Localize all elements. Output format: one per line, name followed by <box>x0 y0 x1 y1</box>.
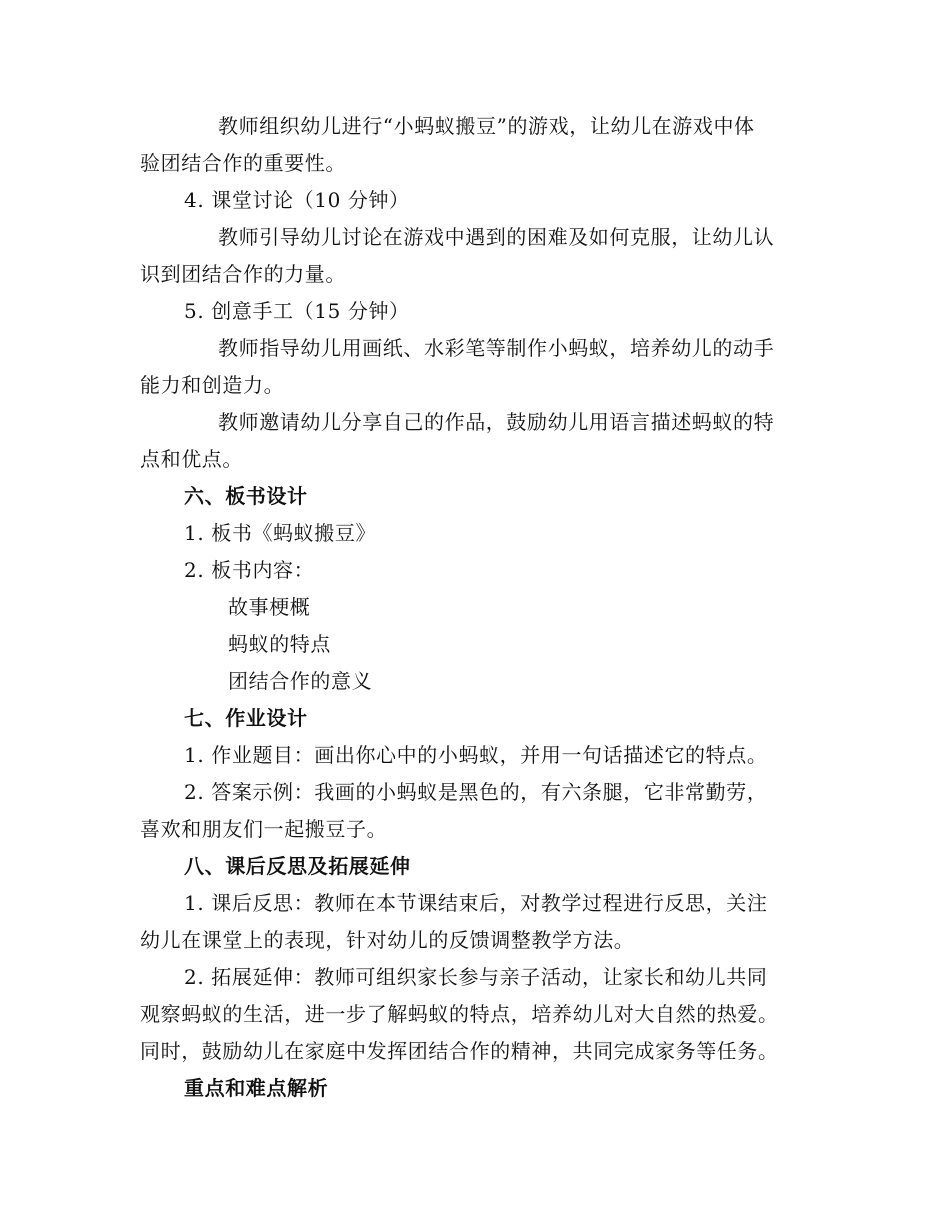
paragraph-line: 教师引导幼儿讨论在游戏中遇到的困难及如何克服，让幼儿认 <box>218 225 775 249</box>
paragraph-line: 同时，鼓励幼儿在家庭中发挥团结合作的精神，共同完成家务等任务。 <box>140 1039 779 1063</box>
section-heading: 八、课后反思及拓展延伸 <box>184 854 411 878</box>
paragraph-line: 观察蚂蚁的生活，进一步了解蚂蚁的特点，培养幼儿对大自然的热爱。 <box>140 1002 779 1026</box>
paragraph-line: 教师邀请幼儿分享自己的作品，鼓励幼儿用语言描述蚂蚁的特 <box>218 410 775 434</box>
board-content-item: 故事梗概 <box>228 595 311 619</box>
paragraph-line: 喜欢和朋友们一起搬豆子。 <box>140 817 388 841</box>
board-content-item: 团结合作的意义 <box>228 669 373 693</box>
section-heading: 六、板书设计 <box>184 484 308 508</box>
list-item: 2. 答案示例：我画的小蚂蚁是黑色的，有六条腿，它非常勤劳， <box>184 780 768 804</box>
paragraph-line: 教师组织幼儿进行“小蚂蚁搬豆”的游戏，让幼儿在游戏中体 <box>218 114 755 138</box>
section-heading: 重点和难点解析 <box>184 1076 329 1100</box>
list-item: 1. 作业题目：画出你心中的小蚂蚁，并用一句话描述它的特点。 <box>184 743 768 767</box>
list-item: 1. 课后反思：教师在本节课结束后，对教学过程进行反思，关注 <box>184 891 768 915</box>
paragraph-line: 能力和创造力。 <box>140 373 285 397</box>
list-item: 1. 板书《蚂蚁搬豆》 <box>184 521 377 545</box>
section-heading: 七、作业设计 <box>184 706 308 730</box>
list-item: 5. 创意手工（15 分钟） <box>184 299 410 323</box>
list-item: 2. 拓展延伸：教师可组织家长参与亲子活动，让家长和幼儿共同 <box>184 965 768 989</box>
list-item: 4. 课堂讨论（10 分钟） <box>184 188 410 212</box>
list-item: 2. 板书内容： <box>184 558 315 582</box>
board-content-item: 蚂蚁的特点 <box>228 632 331 656</box>
paragraph-line: 识到团结合作的力量。 <box>140 262 346 286</box>
paragraph-line: 点和优点。 <box>140 447 243 471</box>
paragraph-line: 教师指导幼儿用画纸、水彩笔等制作小蚂蚁，培养幼儿的动手 <box>218 336 775 360</box>
paragraph-line: 验团结合作的重要性。 <box>140 151 346 175</box>
paragraph-line: 幼儿在课堂上的表现，针对幼儿的反馈调整教学方法。 <box>140 928 635 952</box>
